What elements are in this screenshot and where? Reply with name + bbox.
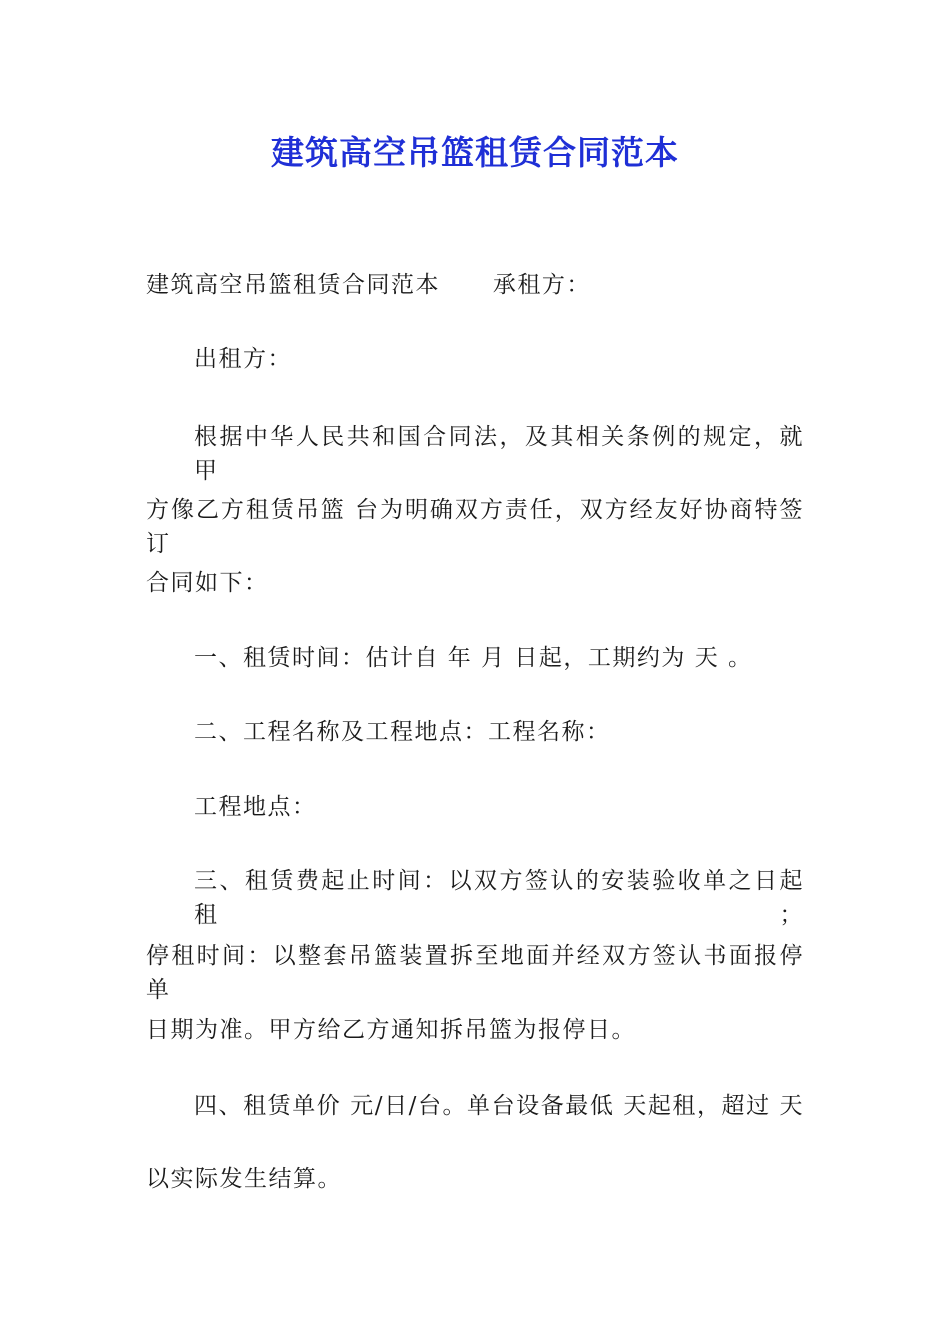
lessor-line: 出租方： [194,346,292,372]
paragraph-line: 合同如下： [146,570,269,596]
paragraph-line: 以实际发生结算。 [146,1166,342,1192]
clause-2-line: 二、工程名称及工程地点：工程名称： [194,719,611,745]
clause-4-line: 四、租赁单价 元/日/台。单台设备最低 天起租，超过 天 [194,1093,804,1119]
clause-1-line: 一、租赁时间：估计自 年 月 日起，工期约为 天 。 [194,645,753,671]
paragraph-line: 日期为准。甲方给乙方通知拆吊篮为报停日。 [146,1017,636,1043]
paragraph-line: 根据中华人民共和国合同法，及其相关条例的规定，就甲 [194,424,804,484]
document-title: 建筑高空吊篮租赁合同范本 [271,133,679,172]
project-location-line: 工程地点： [194,794,317,820]
contract-header-line: 建筑高空吊篮租赁合同范本 承租方： [146,272,591,298]
clause-3-line: 三、租赁费起止时间：以双方签认的安装验收单之日起租； [194,868,804,928]
paragraph-line: 方像乙方租赁吊篮 台为明确双方责任，双方经友好协商特签订 [146,497,804,557]
paragraph-line: 停租时间：以整套吊篮装置拆至地面并经双方签认书面报停单 [146,943,804,1003]
